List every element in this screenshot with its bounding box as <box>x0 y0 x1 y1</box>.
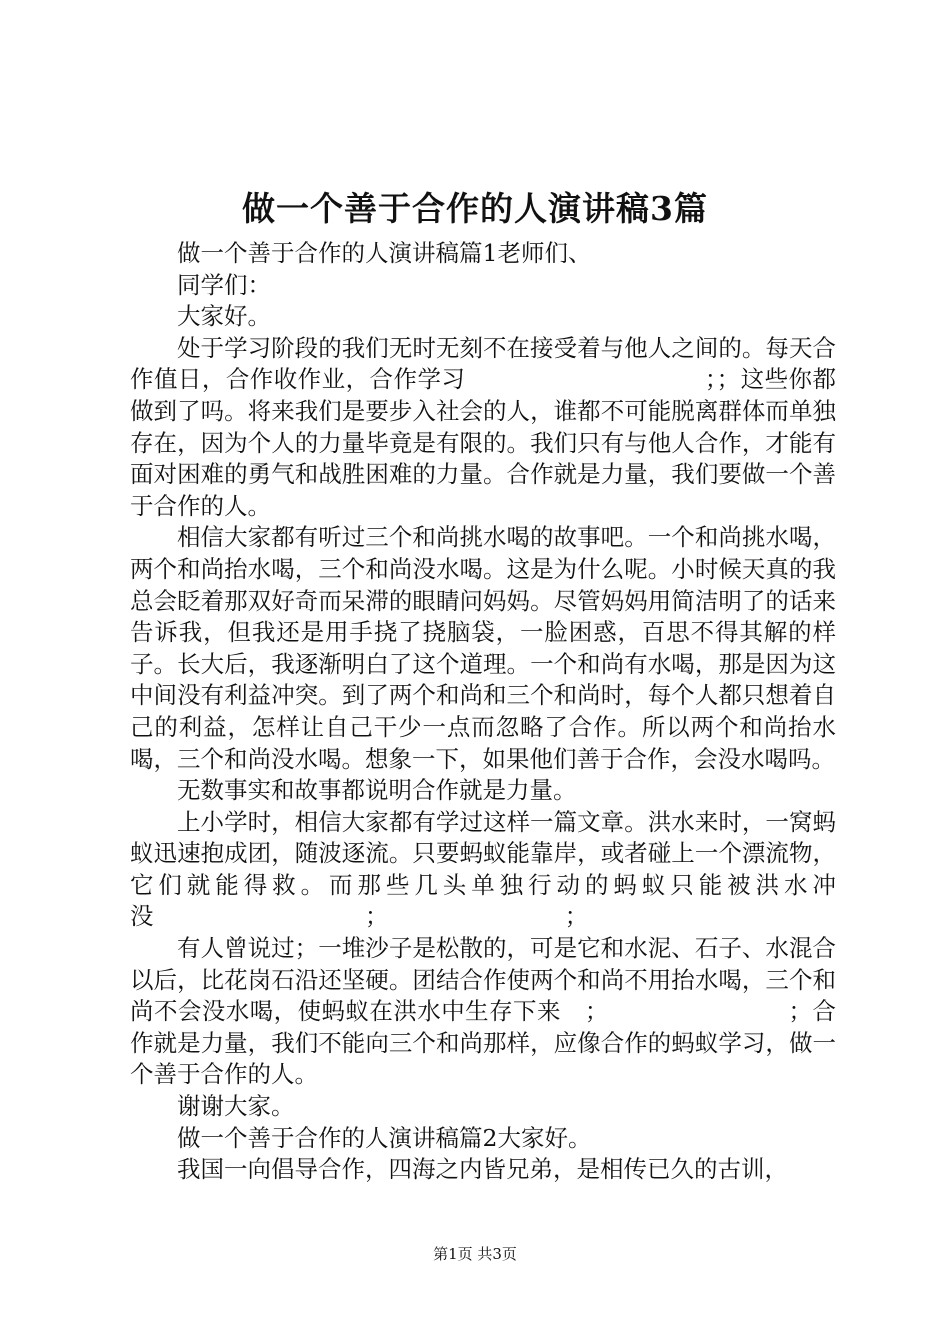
paragraph-9: 谢谢大家。 <box>177 1092 295 1121</box>
paragraph-4: 处于学习阶段的我们无时无刻不在接受着与他人之间的。每天合作值日，合作收作业，合作学习 ；；这些你都做到了吗。将来我们是要步入社会的人，谁都不可能脱离群体而单独存在，因为个人的力量毕竟是有限的。我们只有与他人合作，才能有面对困难的勇气和战胜困难的力量。合作就是力量，我们要做一个善于合作的人。 <box>130 333 836 520</box>
paragraph-10: 做一个善于合作的人演讲稿篇2大家好。 <box>177 1123 592 1152</box>
paragraph-2: 同学们： <box>177 270 271 299</box>
paragraph-1: 做一个善于合作的人演讲稿篇1老师们、 <box>177 239 592 267</box>
paragraph-11: 我国一向倡导合作，四海之内皆兄弟，是相传已久的古训， <box>177 1155 788 1184</box>
page-footer: 第1页 共3页 <box>433 1245 517 1263</box>
document-title: 做一个善于合作的人演讲稿3篇 <box>242 189 708 228</box>
paragraph-6: 无数事实和故事都说明合作就是力量。 <box>177 776 577 805</box>
document-body <box>130 238 836 1186</box>
paragraph-3: 大家好。 <box>177 302 271 331</box>
paragraph-7: 上小学时，相信大家都有学过这样一篇文章。洪水来时，一窝蚂蚁迅速抱成团，随波逐流。只要蚂蚁能靠岸，或者碰上一个漂流物，它们就能得救。而那些几头单独行动的蚂蚁只能被洪水冲没 ； ； <box>130 807 836 931</box>
paragraph-5: 相信大家都有听过三个和尚挑水喝的故事吧。一个和尚挑水喝，两个和尚抬水喝，三个和尚没水喝。这是为什么呢。小时候天真的我总会眨着那双好奇而呆滞的眼睛问妈妈。尽管妈妈用简洁明了的话来告诉我，但我还是用手挠了挠脑袋，一脸困惑，百思不得其解的样子。长大后，我逐渐明白了这个道理。一个和尚有水喝，那是因为这中间没有利益冲突。到了两个和尚和三个和尚时，每个人都只想着自己的利益，怎样让自己干少一点而忽略了合作。所以两个和尚抬水喝，三个和尚没水喝。想象一下，如果他们善于合作，会没水喝吗。 <box>130 523 836 773</box>
paragraph-8: 有人曾说过；一堆沙子是松散的，可是它和水泥、石子、水混合以后，比花岗石沿还坚硬。团结合作使两个和尚不用抬水喝，三个和尚不会没水喝，使蚂蚁在洪水中生存下来 ； ；合作就是力量，我们不能向三个和尚那样，应像合作的蚂蚁学习，做一个善于合作的人。 <box>130 934 836 1089</box>
